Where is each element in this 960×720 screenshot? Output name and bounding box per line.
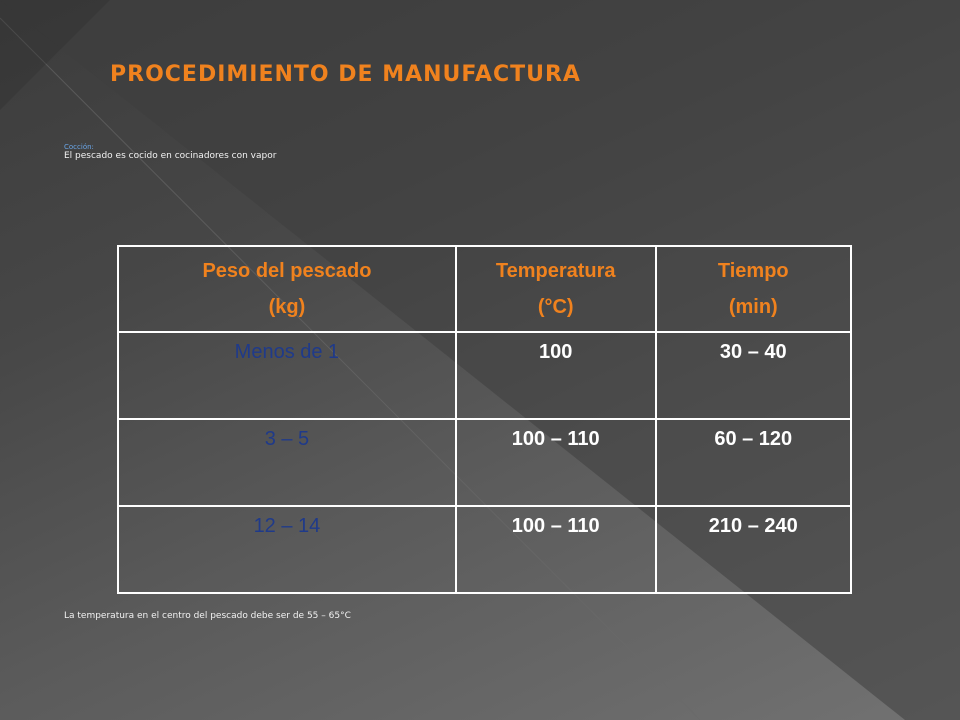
cell-temperature: 100	[456, 332, 656, 419]
table-header-row	[118, 246, 851, 332]
cell-weight: 3 – 5	[118, 419, 456, 506]
header-temperature: Temperatura (°C)	[456, 246, 656, 332]
cell-weight: 12 – 14	[118, 506, 456, 593]
table-row	[118, 506, 851, 593]
cell-time: 30 – 40	[656, 332, 851, 419]
table-row	[118, 332, 851, 419]
header-weight: Peso del pescado (kg)	[118, 246, 456, 332]
cell-temperature: 100 – 110	[456, 419, 656, 506]
cell-time: 60 – 120	[656, 419, 851, 506]
cell-weight: Menos de 1	[118, 332, 456, 419]
cell-time: 210 – 240	[656, 506, 851, 593]
section-description: El pescado es cocido en cocinadores con vapor	[64, 151, 277, 161]
cell-temperature: 100 – 110	[456, 506, 656, 593]
table-row	[118, 419, 851, 506]
slide-title: PROCEDIMIENTO DE MANUFACTURA	[110, 62, 581, 87]
header-time: Tiempo (min)	[656, 246, 851, 332]
section-subheading: Cocción:	[64, 143, 94, 151]
footer-note: La temperatura en el centro del pescado debe ser de 55 – 65°C	[64, 611, 351, 621]
cooking-table	[117, 245, 852, 594]
